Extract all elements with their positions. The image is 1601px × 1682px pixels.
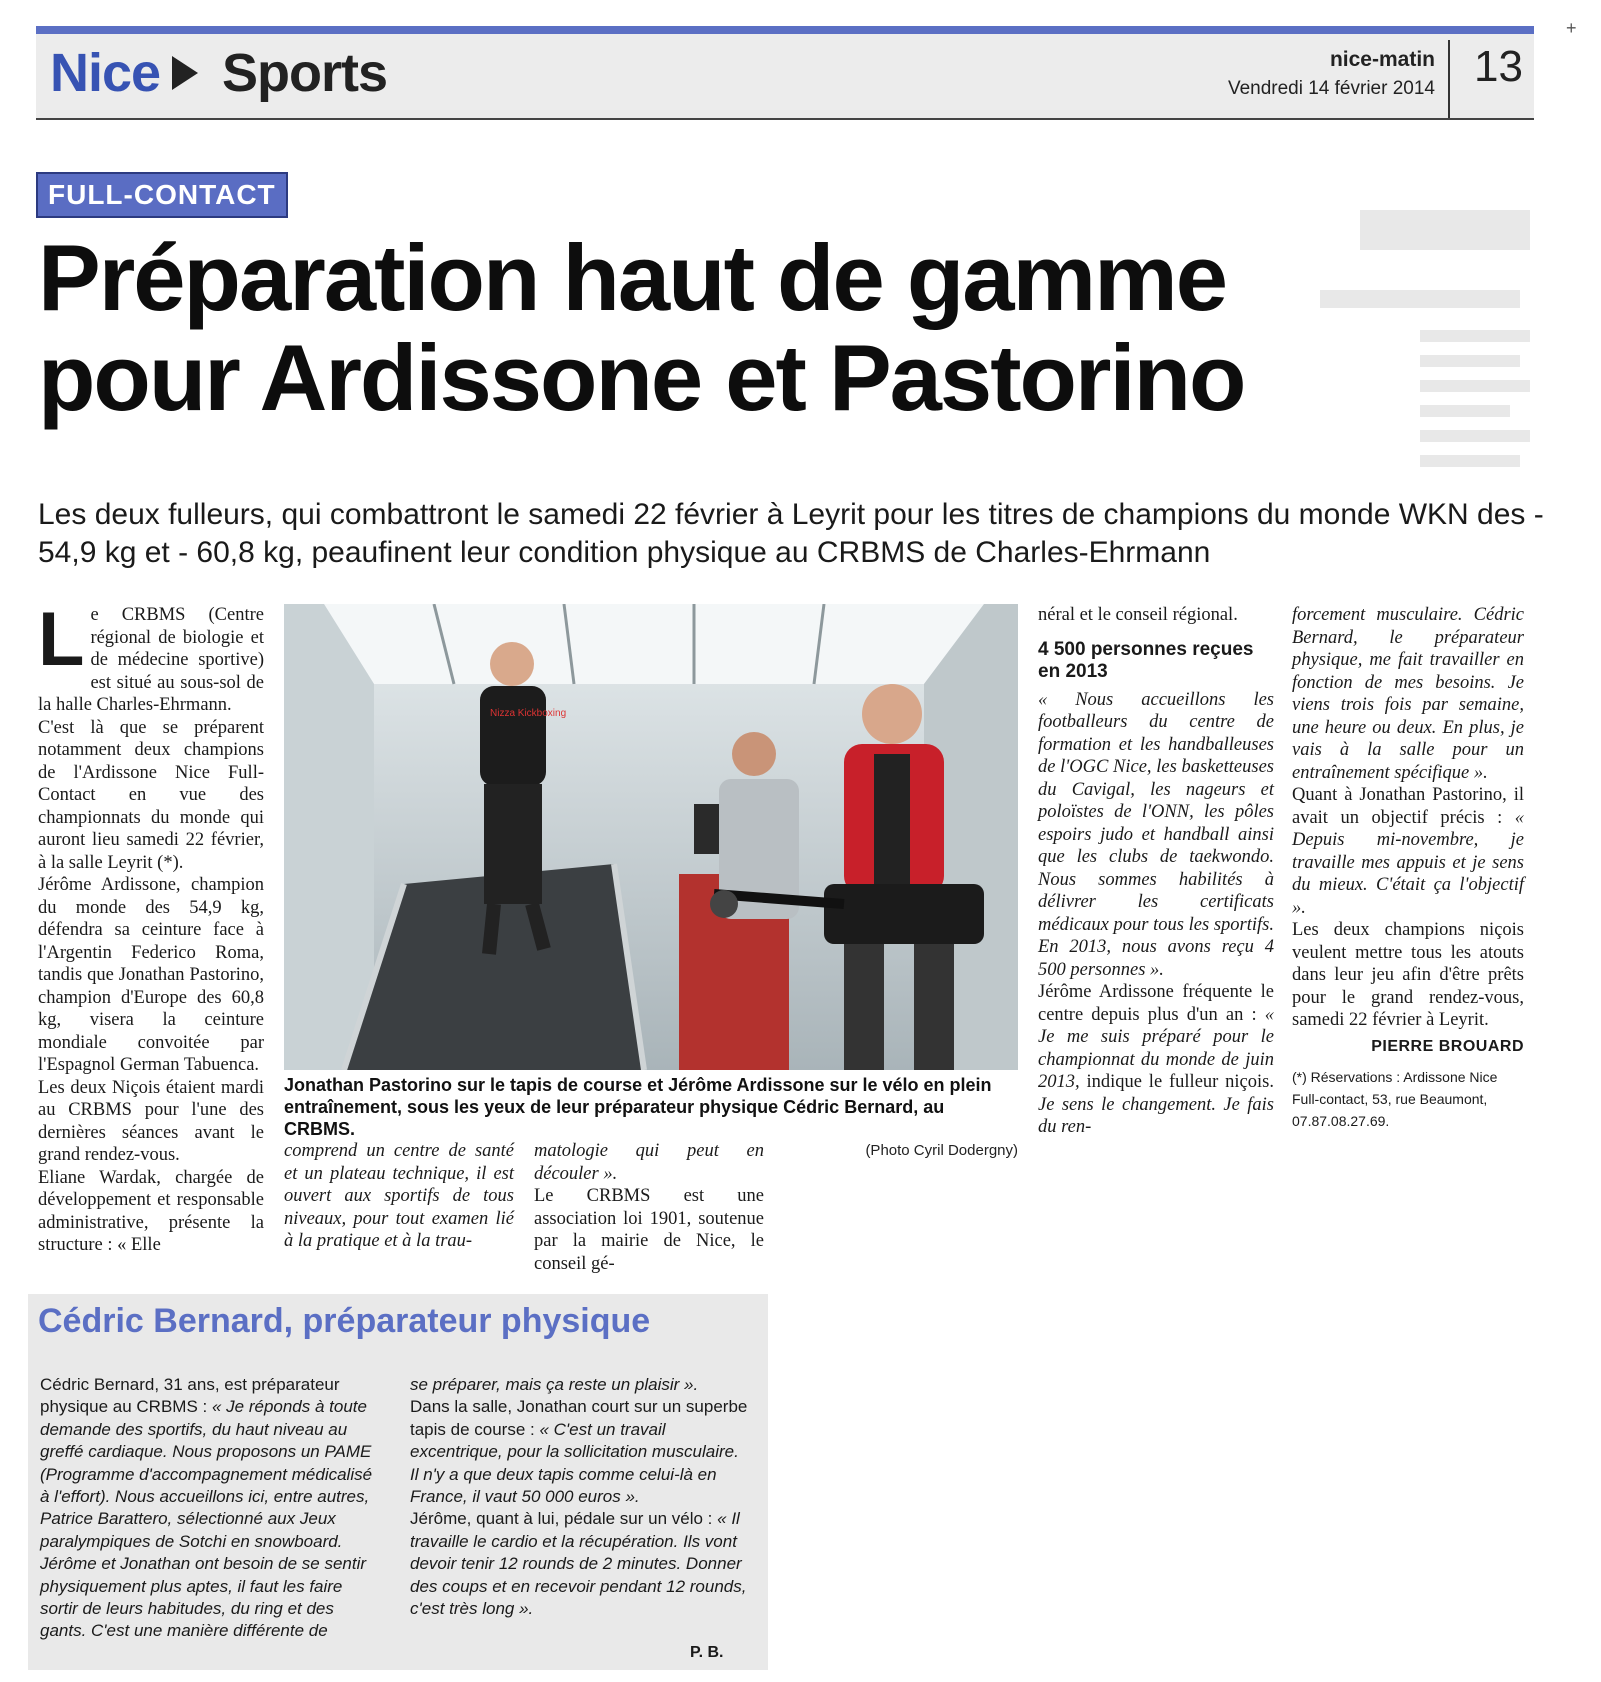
article-column-2: [284, 1140, 514, 1253]
paragraph: [1292, 784, 1524, 919]
article-column-3: [534, 1140, 764, 1275]
text-run: indique le fulleur niçois.: [1079, 1072, 1274, 1092]
paragraph: [1038, 981, 1274, 1139]
triangle-arrow-icon: [172, 56, 198, 90]
paragraph: forcement musculaire. Cédric Bernard, le préparateur physique, me fait travailler en fonction de mes besoins. Je viens trois fois par semaine, une heure ou deux. En plus, je vais à la salle pour un entraînement spécifique ».: [1292, 605, 1524, 783]
paragraph: Les deux Niçois étaient mardi au CRBMS pour l'une des dernières séances avant le grand rendez-vous.: [38, 1077, 264, 1165]
photo-caption: Jonathan Pastorino sur le tapis de course et Jérôme Ardissone sur le vélo en plein entraînement, sous les yeux de leur préparateur physique Cédric Bernard, au CRBMS.: [284, 1075, 992, 1139]
paragraph: se préparer, mais ça reste un plaisir ».: [410, 1375, 699, 1394]
paragraph: [40, 1374, 380, 1643]
gym-training-illustration: [284, 604, 1018, 1070]
article-photo: [284, 604, 1018, 1070]
paragraph: [410, 1508, 750, 1620]
paragraph: [410, 1396, 750, 1508]
subsection-label: Sports: [222, 43, 388, 103]
box-signature: P. B.: [690, 1644, 724, 1661]
quote-run: « Je réponds à toute demande des sportifs, du haut niveau au greffé cardiaque. Nous proposons un PAME (Programme d'accompagnement médicalisé à l'effort). Nous accueillons ici, entre autres, Patrice Barattero, sélectionné aux Jeux paralympiques de Sotchi en snowboard. Jérôme et Jonathan ont besoin de se sentir physiquement plus aptes, il faut les faire sortir de leurs habitudes, du ring et des gants. C'est une manière différente de: [40, 1397, 373, 1641]
headline-line-1: Préparation haut de gamme: [38, 225, 1226, 330]
paragraph: Le CRBMS est une association loi 1901, soutenue par la mairie de Nice, le conseil gé-: [534, 1186, 764, 1274]
photo-credit: (Photo Cyril Dodergny): [865, 1142, 1018, 1159]
page-number: 13: [1474, 42, 1523, 91]
quote-run: « Il travaille le cardio et la récupération. Ils vont devoir tenir 12 rounds de 2 minutes. Donner des coups et en recevoir pendant 12 rounds, c'est très long ».: [410, 1509, 747, 1619]
box-column-2: [410, 1374, 750, 1620]
paragraph: e CRBMS (Centre régional de biologie et de médecine sportive) est situé au sous-sol de la halle Charles-Ehrmann.: [38, 605, 264, 715]
rubric-label: FULL-CONTACT: [36, 172, 288, 218]
article-column-4: [1038, 604, 1274, 1139]
quote-run: Je sens le changement. Je fais du ren-: [1038, 1094, 1274, 1137]
runner-shirt: [480, 686, 546, 786]
paragraph: Jérôme Ardissone, champion du monde des 54,9 kg, défendra sa ceinture face à l'Argentin Federico Roma, tandis que Jonathan Pastorino, champion d'Europe des 60,8 kg, visera la ceinture mondiale convoitée par l'Espagnol German Tabuenca.: [38, 875, 264, 1075]
issue-date: Vendredi 14 février 2014: [1227, 78, 1435, 99]
shirt-text: Nizza Kickboxing: [490, 708, 567, 719]
section-label: Nice: [50, 43, 161, 103]
quote-run: « Je me suis préparé pour le championnat du monde de juin 2013,: [1038, 1004, 1274, 1092]
newspaper-name: nice-matin: [1329, 48, 1435, 71]
text-run: Jérôme, quant à lui, pédale sur un vélo :: [410, 1509, 718, 1529]
article-column-5: [1292, 604, 1524, 1132]
footnote: (*) Réservations : Ardissone Nice Full-contact, 53, rue Beaumont, 07.87.08.27.69.: [1292, 1069, 1498, 1129]
box-column-1: [40, 1374, 380, 1643]
paragraph: Les deux champions niçois veulent mettre tous les atouts dans leur jeu afin d'être prêts pour le grand rendez-vous, samedi 22 février à Leyrit.: [1292, 920, 1524, 1030]
quote-run: « Depuis mi-novembre, je travaille mes appuis et je sens du mieux. C'était ça l'objectif ».: [1292, 807, 1524, 918]
paragraph: Eliane Wardak, chargée de développement et responsable administrative, présente la structure : « Elle: [38, 1167, 264, 1255]
author-signature: PIERRE BROUARD: [1371, 1037, 1524, 1055]
article-subhead: Les deux fulleurs, qui combattront le samedi 22 février à Leyrit pour les titres de champions du monde WKN des - 54,9 kg et - 60,8 kg, peaufinent leur condition physique au CRBMS de Charles-Ehrmann: [38, 498, 1544, 569]
paragraph: C'est là que se préparent notamment deux champions de l'Ardissone Nice Full-Contact en vue des championnats du monde qui auront lieu samedi 22 février, à la salle Leyrit (*).: [38, 717, 264, 873]
article-column-1: [38, 597, 264, 1257]
paragraph: néral et le conseil régional.: [1038, 605, 1238, 625]
article-headline: [38, 225, 1558, 430]
drop-cap: L: [38, 597, 85, 682]
paragraph: « Nous accueillons les footballeurs du centre de formation et les handballeuses de l'OGC Nice, les basketteuses du Cavigal, les nageurs et poloïstes de l'ONN, les pôles espoirs judo et handball ainsi que les clubs de taekwondo. Nous sommes habilités à délivrer les certificats médicaux pour tous les sportifs. En 2013, nous avons reçu 4 500 personnes ».: [1038, 689, 1274, 980]
quote-run: « C'est un travail excentrique, pour la sollicitation musculaire. Il n'y a que deux tapis comme celui-là en France, il vaut 50 000 euros ».: [410, 1419, 739, 1507]
paragraph: matologie qui peut en découler ».: [534, 1141, 764, 1184]
text-run: Quant à Jonathan Pastorino, il avait un objectif précis :: [1292, 785, 1524, 828]
box-title: Cédric Bernard, préparateur physique: [38, 1302, 651, 1340]
crop-mark-icon: +: [1566, 18, 1577, 38]
header-divider: [1448, 40, 1450, 118]
paragraph: comprend un centre de santé et un plateau technique, il est ouvert aux sportifs de tous niveaux, pour tout examen lié à la pratique et à la trau-: [284, 1141, 514, 1251]
intertitle: 4 500 personnes reçues en 2013: [1038, 638, 1254, 682]
headline-line-2: pour Ardissone et Pastorino: [38, 325, 1245, 430]
text-run: Dans la salle, Jonathan court sur un superbe tapis de course :: [410, 1397, 748, 1439]
text-run: Jérôme Ardissone fréquente le centre depuis plus d'un an :: [1038, 982, 1274, 1025]
header-top-bar: [36, 26, 1534, 34]
text-run: Cédric Bernard, 31 ans, est préparateur physique au CRBMS :: [40, 1375, 340, 1417]
